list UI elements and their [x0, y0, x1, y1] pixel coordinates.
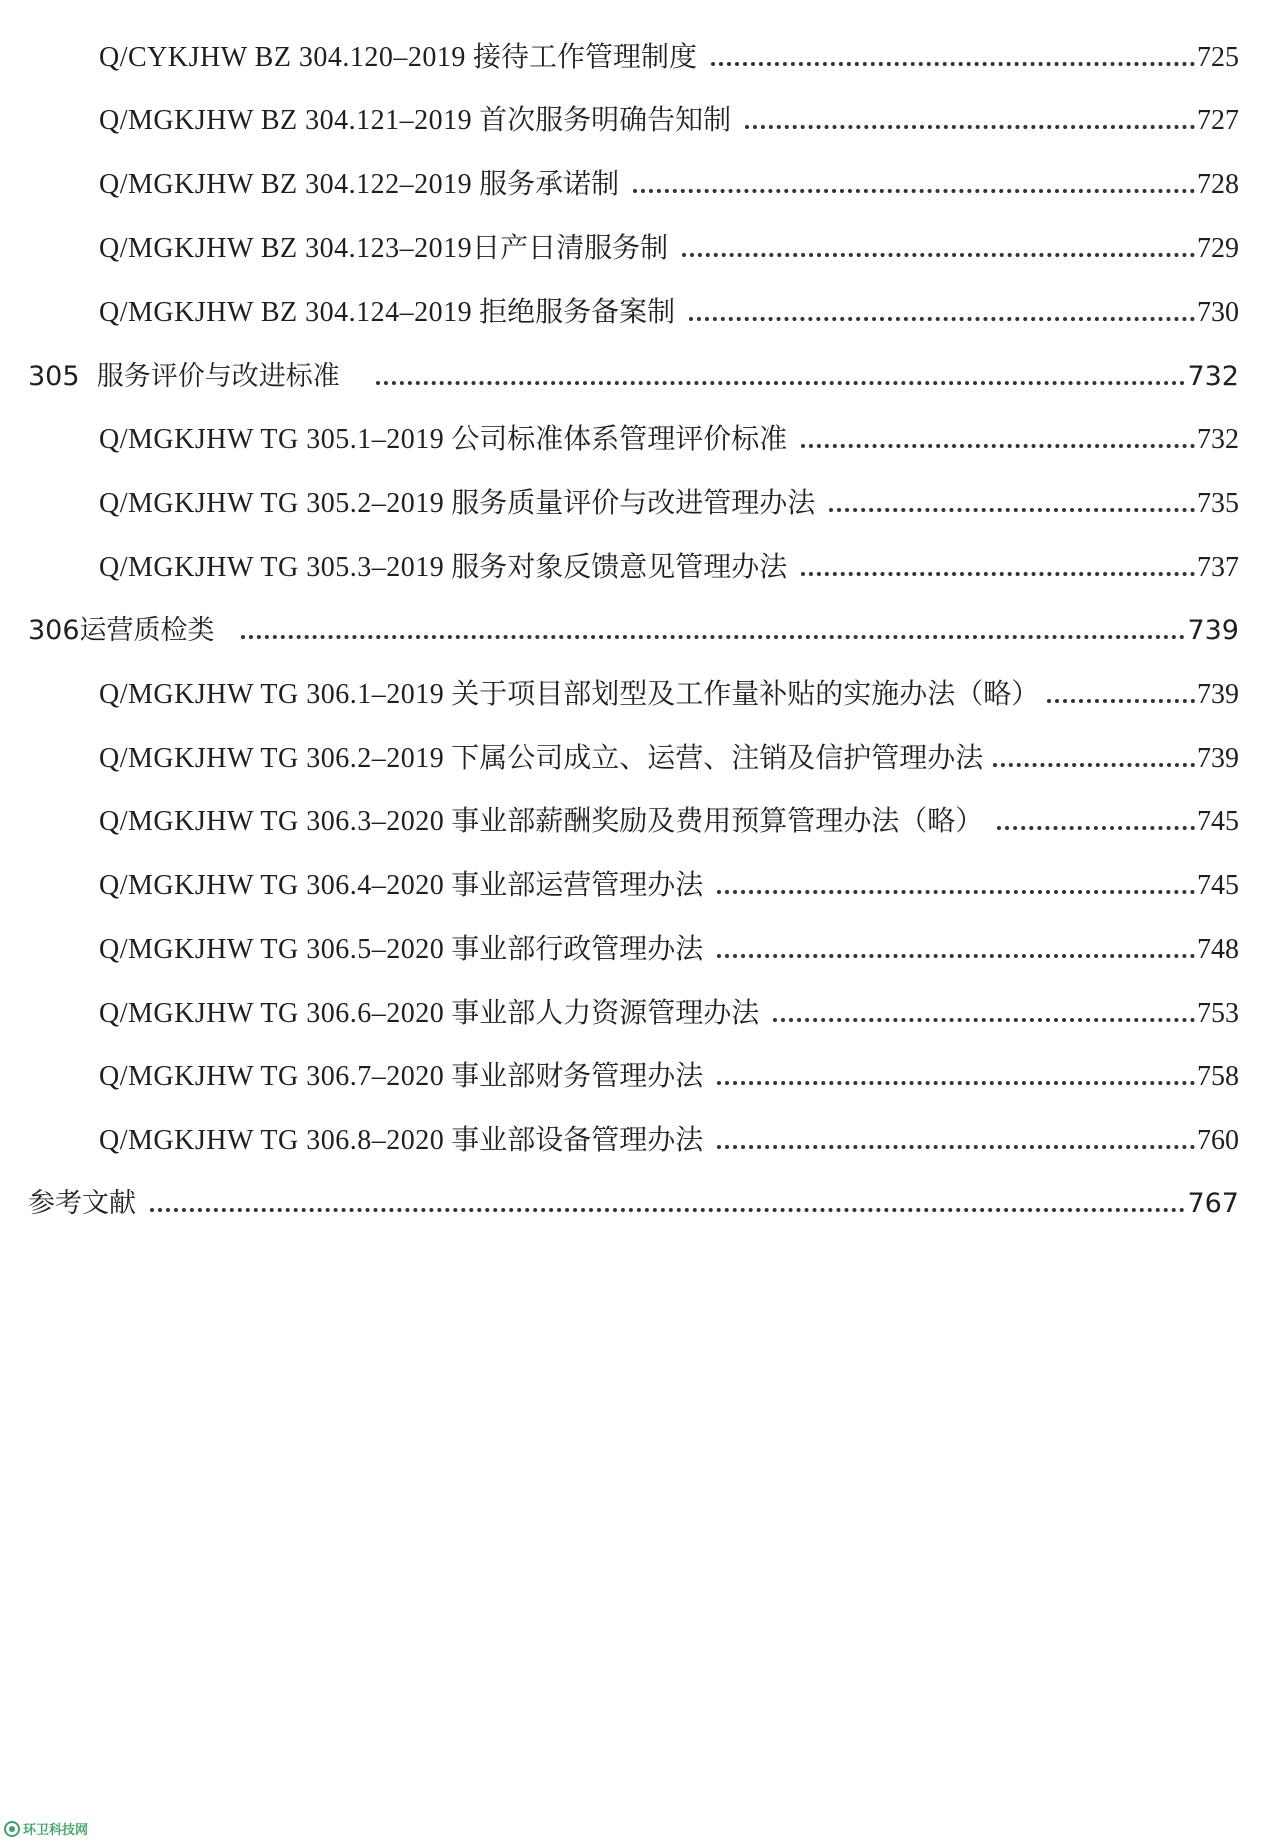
toc-entry[interactable]	[99, 163, 1239, 203]
toc-entry-code: Q/MGKJHW TG 306.3–2020	[99, 806, 445, 837]
toc-entry-code: Q/MGKJHW TG 306.8–2020	[99, 1125, 445, 1156]
toc-leader-dots	[745, 125, 1195, 129]
toc-section-page: 767	[1187, 1188, 1239, 1219]
toc-entry-page: 739	[1197, 679, 1239, 710]
toc-entry-page: 758	[1197, 1061, 1239, 1092]
toc-leader-dots	[993, 763, 1195, 767]
toc-entry-code: Q/MGKJHW TG 306.2–2019	[99, 743, 445, 774]
toc-section-heading[interactable]	[28, 1182, 1239, 1222]
toc-leader-dots	[376, 381, 1186, 385]
toc-entry-name: 服务对象反馈意见管理办法	[451, 552, 788, 583]
toc-section-heading[interactable]	[28, 355, 1239, 395]
toc-entry-name: 拒绝服务备案制	[479, 297, 676, 328]
toc-section-name: 参考文献	[28, 1188, 136, 1219]
toc-entry-title	[99, 868, 703, 904]
toc-entry[interactable]	[99, 99, 1239, 139]
toc-entry-name: 事业部设备管理办法	[451, 1125, 704, 1156]
toc-entry-code: Q/MGKJHW TG 306.7–2020	[99, 1061, 445, 1092]
toc-entry-page: 739	[1197, 743, 1239, 774]
toc-entry-name: 事业部财务管理办法	[451, 1061, 704, 1092]
toc-entry-code: Q/MGKJHW TG 306.6–2020	[99, 998, 445, 1029]
toc-section-heading[interactable]	[28, 609, 1239, 649]
toc-entry-code: Q/MGKJHW TG 306.4–2020	[99, 870, 445, 901]
toc-entry-name: 服务质量评价与改进管理办法	[451, 488, 816, 519]
watermark-text: 环卫科技网	[23, 1823, 89, 1838]
toc-entry[interactable]	[99, 291, 1239, 331]
toc-entry-page: 728	[1197, 169, 1239, 200]
toc-entry-name: 下属公司成立、运营、注销及信护管理办法	[451, 743, 984, 774]
toc-entry-title	[99, 40, 697, 76]
toc-entry-page: 745	[1197, 870, 1239, 901]
toc-leader-dots	[717, 954, 1195, 958]
toc-entry-page: 753	[1197, 998, 1239, 1029]
toc-entry-code: Q/MGKJHW BZ 304.123–2019	[99, 233, 473, 264]
toc-leader-dots	[717, 1081, 1195, 1085]
toc-leader-dots	[801, 572, 1195, 576]
toc-entry-title	[99, 996, 759, 1032]
toc-entry[interactable]	[99, 864, 1239, 904]
toc-entry-title	[99, 422, 787, 458]
toc-leader-dots	[717, 890, 1195, 894]
toc-entry-code: Q/MGKJHW TG 306.1–2019	[99, 679, 445, 710]
toc-entry-name: 事业部薪酬奖励及费用预算管理办法（略）	[451, 806, 984, 837]
toc-section-name: 服务评价与改进标准	[96, 361, 340, 392]
toc-entry-name: 公司标准体系管理评价标准	[451, 424, 788, 455]
toc-entry[interactable]	[99, 482, 1239, 522]
toc-entry-name: 事业部运营管理办法	[451, 870, 704, 901]
toc-entry-name: 关于项目部划型及工作量补贴的实施办法（略）	[451, 679, 1040, 710]
toc-entry[interactable]	[99, 418, 1239, 458]
toc-entry-page: 730	[1197, 297, 1239, 328]
toc-entry-name: 事业部人力资源管理办法	[451, 998, 760, 1029]
toc-entry-page: 737	[1197, 552, 1239, 583]
toc-leader-dots	[150, 1208, 1185, 1212]
toc-section-page: 739	[1187, 615, 1239, 646]
toc-entry-code: Q/CYKJHW BZ 304.120–2019	[99, 42, 466, 73]
toc-entry-code: Q/MGKJHW BZ 304.124–2019	[99, 297, 473, 328]
toc-entry-title	[99, 1123, 703, 1159]
toc-entry-page: 735	[1197, 488, 1239, 519]
toc-entry-title	[99, 932, 703, 968]
toc-entry-title	[99, 804, 983, 840]
toc-entry[interactable]	[99, 673, 1239, 713]
toc-leader-dots	[773, 1018, 1195, 1022]
toc-section-title	[28, 1186, 136, 1222]
toc-entry-title	[99, 486, 815, 522]
toc-entry[interactable]	[99, 800, 1239, 840]
toc-section-number: 305	[28, 361, 80, 392]
toc-entry[interactable]	[99, 992, 1239, 1032]
toc-entry[interactable]	[99, 36, 1239, 76]
toc-leader-dots	[801, 444, 1195, 448]
toc-entry-name: 接待工作管理制度	[472, 42, 697, 73]
toc-leader-dots	[711, 62, 1195, 66]
toc-leader-dots	[1047, 699, 1195, 703]
toc-section-title	[28, 613, 215, 649]
toc-leader-dots	[682, 253, 1195, 257]
toc-entry[interactable]	[99, 928, 1239, 968]
toc-entry-page: 745	[1197, 806, 1239, 837]
toc-entry-title	[99, 231, 668, 267]
toc-section-number: 306	[28, 615, 80, 646]
toc-entry-title	[99, 1059, 703, 1095]
toc-entry-code: Q/MGKJHW TG 305.2–2019	[99, 488, 445, 519]
toc-leader-dots	[633, 189, 1195, 193]
toc-entry[interactable]	[99, 227, 1239, 267]
toc-entry[interactable]	[99, 546, 1239, 586]
toc-entry-title	[99, 741, 983, 777]
toc-entry-code: Q/MGKJHW BZ 304.122–2019	[99, 169, 473, 200]
toc-entry-page: 732	[1197, 424, 1239, 455]
toc-entry-title	[99, 550, 787, 586]
toc-section-page: 732	[1187, 361, 1239, 392]
toc-entry-page: 748	[1197, 934, 1239, 965]
toc-entry[interactable]	[99, 1119, 1239, 1159]
toc-entry-page: 725	[1197, 42, 1239, 73]
globe-logo-icon	[4, 1821, 20, 1837]
toc-entry-page: 760	[1197, 1125, 1239, 1156]
toc-entry-page: 729	[1197, 233, 1239, 264]
toc-entry-code: Q/MGKJHW TG 305.3–2019	[99, 552, 445, 583]
toc-entry[interactable]	[99, 737, 1239, 777]
watermark	[4, 1819, 88, 1838]
toc-entry-code: Q/MGKJHW TG 306.5–2020	[99, 934, 445, 965]
toc-entry-title	[99, 295, 675, 331]
toc-entry-page: 727	[1197, 105, 1239, 136]
toc-section-name: 运营质检类	[79, 615, 215, 646]
toc-leader-dots	[829, 508, 1195, 512]
toc-leader-dots	[997, 826, 1195, 830]
toc-entry-code: Q/MGKJHW BZ 304.121–2019	[99, 105, 473, 136]
toc-entry-name: 首次服务明确告知制	[479, 105, 732, 136]
toc-leader-dots	[689, 317, 1195, 321]
toc-entry[interactable]	[99, 1055, 1239, 1095]
toc-section-title	[28, 359, 340, 395]
toc-leader-dots	[717, 1145, 1195, 1149]
toc-entry-title	[99, 167, 619, 203]
toc-entry-title	[99, 103, 731, 139]
toc-leader-dots	[241, 635, 1186, 639]
toc-entry-name: 服务承诺制	[479, 169, 620, 200]
toc-entry-title	[99, 677, 1039, 713]
toc-entry-name: 日产日清服务制	[472, 233, 669, 264]
toc-entry-name: 事业部行政管理办法	[451, 934, 704, 965]
toc-entry-code: Q/MGKJHW TG 305.1–2019	[99, 424, 445, 455]
